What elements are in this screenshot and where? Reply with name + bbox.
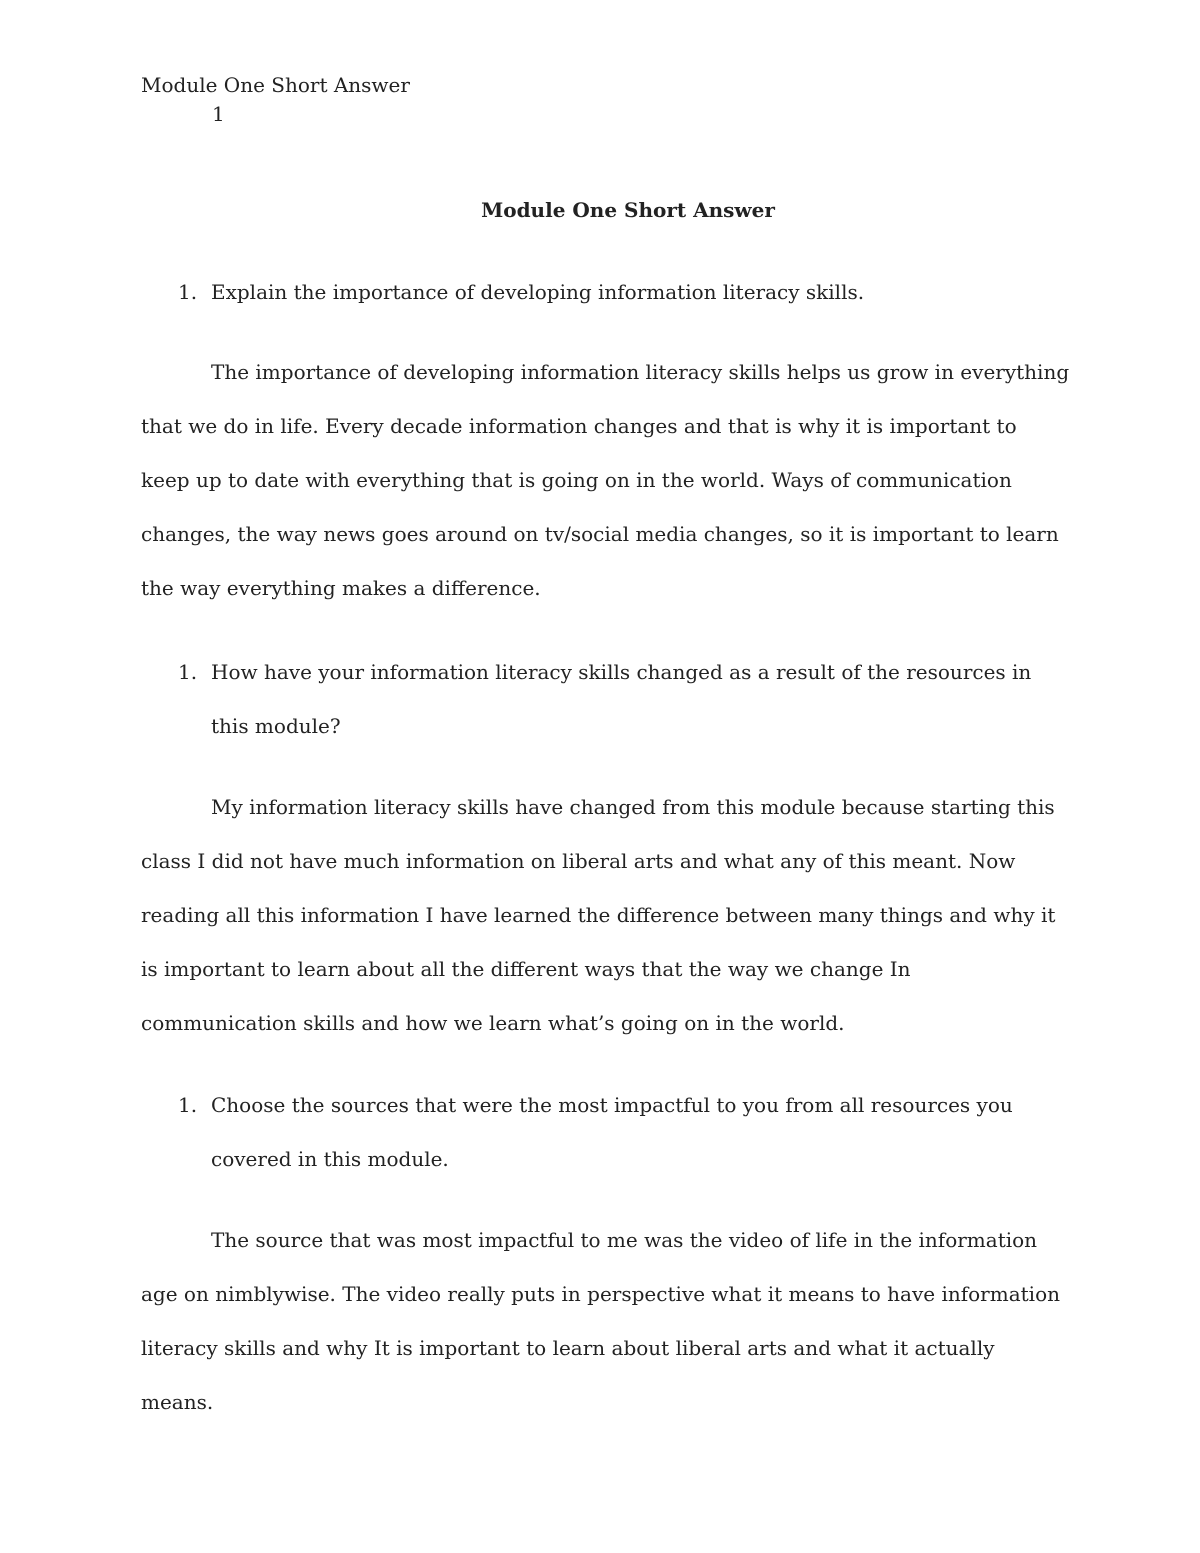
question-3	[141, 1078, 1071, 1186]
question-1	[141, 265, 1071, 319]
question-2-text: How have your information literacy skills changed as a result of the resources in this module?	[211, 660, 1032, 738]
question-1-text: Explain the importance of developing information literacy skills.	[211, 280, 865, 304]
answer-1: The importance of developing information literacy skills helps us grow in everything that we do in life. Every decade information changes and that is why it is important to keep up to date with everything that is going on in the world. Ways of communication changes, the way news goes around on tv/social media changes, so it is important to learn the way everything makes a difference.	[141, 360, 1070, 600]
question-1-number: 1.	[178, 280, 198, 304]
question-3-number: 1.	[178, 1093, 198, 1117]
question-3-text: Choose the sources that were the most impactful to you from all resources you covered in this module.	[211, 1093, 1013, 1171]
document-title: Module One Short Answer	[481, 198, 775, 222]
answer-2: My information literacy skills have changed from this module because starting this class I did not have much information on liberal arts and what any of this meant. Now reading all this information I have learned the difference between many things and why it is important to learn about all the different ways that the way we change In communication skills and how we learn what’s going on in the world.	[141, 795, 1056, 1035]
running-head: Module One Short Answer	[141, 73, 410, 97]
question-2	[141, 645, 1071, 753]
answer-3: The source that was most impactful to me was the video of life in the information age on nimblywise. The video really puts in perspective what it means to have information literacy skills and why It is important to learn about liberal arts and what it actually means.	[141, 1228, 1060, 1414]
question-2-number: 1.	[178, 660, 198, 684]
page-number: 1	[212, 102, 225, 126]
